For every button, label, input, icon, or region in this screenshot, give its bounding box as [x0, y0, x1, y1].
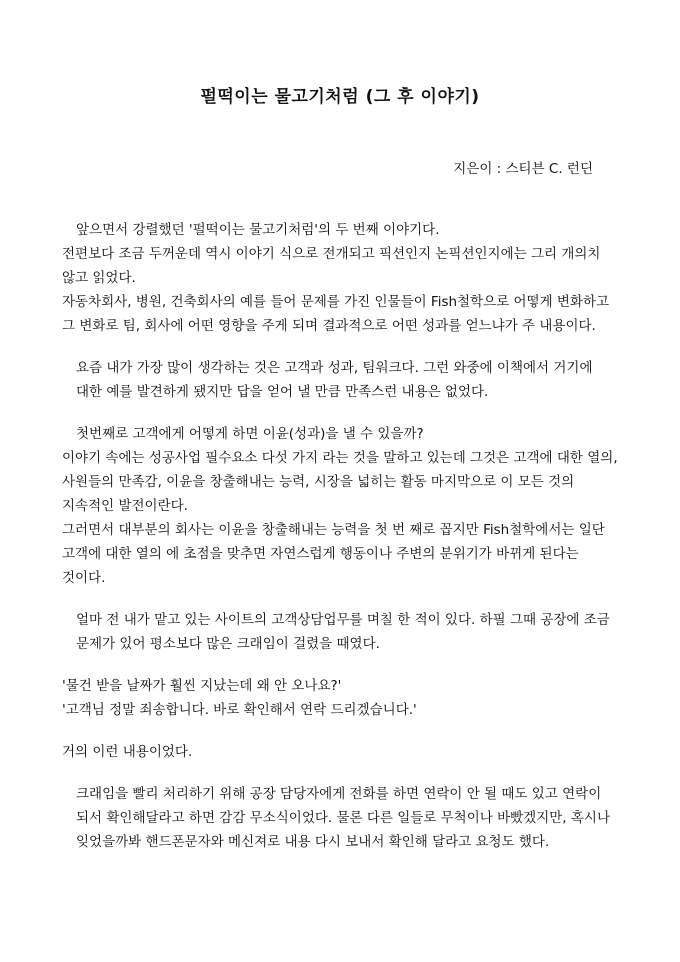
document-body	[62, 218, 622, 872]
quote-line: '고객님 정말 죄송합니다. 바로 확인해서 연락 드리겠습니다.'	[62, 702, 417, 718]
paragraph-line: 자동차회사, 병원, 건축회사의 예를 들어 문제를 가진 인물들이 Fish철학으로 어떻게 변화하고 그 변화로 팀, 회사에 어떤 영향을 주게 되며 결과적으로 어떤 성과를 얻느냐가 주 내용이다.	[62, 294, 610, 334]
paragraph	[62, 674, 622, 722]
author-line: 지은이 : 스티븐 C. 런딘	[453, 161, 593, 177]
document-title: 펄떡이는 물고기처럼 (그 후 이야기)	[200, 87, 480, 107]
paragraph	[62, 356, 622, 404]
quote-line: '물건 받을 날짜가 훨씬 지났는데 왜 안 오나요?'	[62, 678, 342, 694]
paragraph-line: 앞으면서 강렬했던 '펄떡이는 물고기처럼'의 두 번째 이야기다.	[76, 222, 440, 238]
paragraph	[62, 218, 622, 338]
paragraph	[62, 608, 622, 656]
paragraph-line: 거의 이런 내용이었다.	[62, 744, 193, 760]
paragraph-line: 그러면서 대부분의 회사는 이윤을 창출해내는 능력을 첫 번 째로 꼽지만 Fish철학에서는 일단 고객에 대한 열의 에 초점을 맞추면 자연스럽게 행동이나 주변의 분위기가 바뀌게 된다는 것이다.	[62, 522, 605, 586]
paragraph-line: 이야기 속에는 성공사업 필수요소 다섯 가지 라는 것을 말하고 있는데 그것은 고객에 대한 열의, 사원들의 만족감, 이윤을 창출해내는 능력, 시장을 넓히는 활동 마지막으로 이 모든 것의 지속적인 발전이란다.	[62, 450, 618, 514]
paragraph	[62, 740, 622, 764]
paragraph-line: 크래임을 빨리 처리하기 위해 공장 담당자에게 전화를 하면 연락이 안 될 때도 있고 연락이 되서 확인해달라고 하면 감감 무소식이었다. 물론 다른 일들로 무척이나 바빴겠지만, 혹시나 잊었을까봐 핸드폰문자와 메신져로 내용 다시 보내서 확인해 달라고 요청도 했다.	[76, 786, 611, 850]
paragraph-line: 요즘 내가 가장 많이 생각하는 것은 고객과 성과, 팀워크다. 그런 와중에 이책에서 거기에 대한 예를 발견하게 됐지만 답을 얻어 낼 만큼 만족스런 내용은 없었다.	[76, 360, 593, 400]
paragraph	[62, 422, 622, 590]
paragraph-line: 첫번째로 고객에게 어떻게 하면 이윤(성과)을 낼 수 있을까?	[76, 426, 424, 442]
paragraph-line: 얼마 전 내가 맡고 있는 사이트의 고객상담업무를 며칠 한 적이 있다. 하필 그때 공장에 조금 문제가 있어 평소보다 많은 크래임이 걸렸을 때였다.	[76, 612, 610, 652]
paragraph-line: 전편보다 조금 두꺼운데 역시 이야기 식으로 전개되고 픽션인지 논픽션인지에는 그리 개의치 않고 읽었다.	[62, 246, 601, 286]
paragraph	[62, 782, 622, 854]
